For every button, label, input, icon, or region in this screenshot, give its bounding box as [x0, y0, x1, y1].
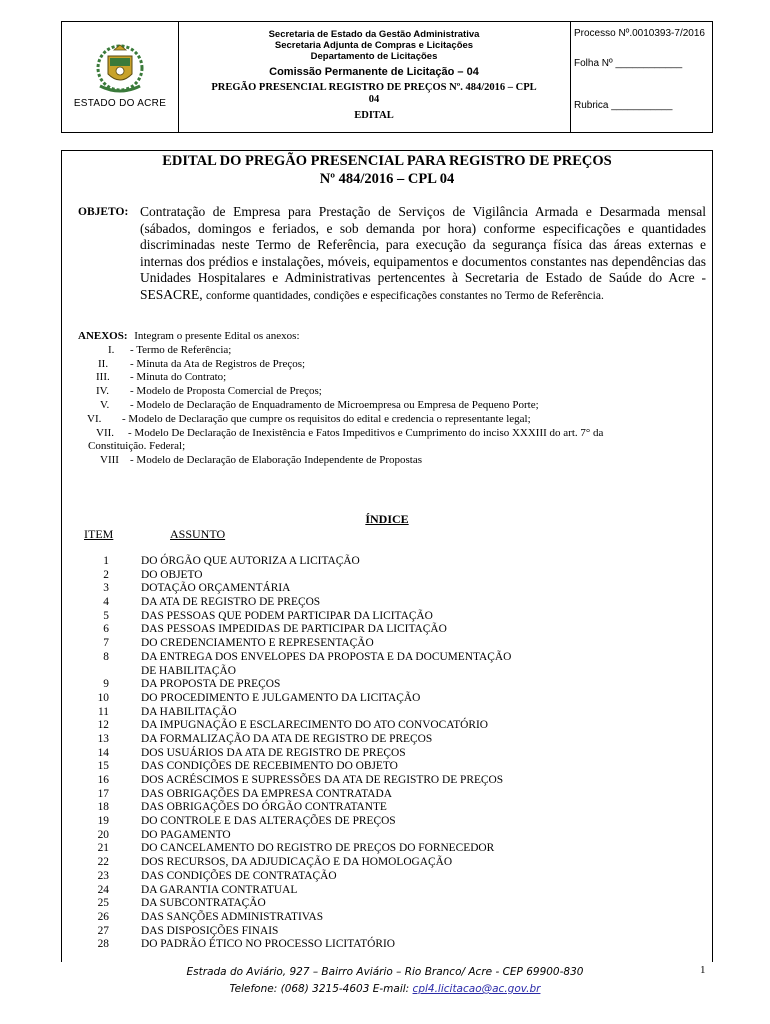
header-line-3: Departamento de Licitações: [310, 51, 438, 62]
indice-row: [80, 569, 680, 583]
indice-row: [80, 706, 680, 720]
indice-item-number: 12: [97, 719, 109, 732]
anexo-item: [78, 358, 708, 372]
indice-row: [80, 801, 680, 815]
indice-item-subject: DAS OBRIGAÇÕES DO ÓRGÃO CONTRATANTE: [141, 801, 387, 814]
anexo-text: Constituição. Federal;: [88, 440, 186, 453]
document-title-line-1: EDITAL DO PREGÃO PRESENCIAL PARA REGISTRO DE PREÇOS: [162, 153, 612, 169]
anexo-text: - Minuta do Contrato;: [130, 371, 227, 384]
indice-row: [80, 884, 680, 898]
indice-item-number: 11: [98, 705, 109, 718]
indice-row: [80, 842, 680, 856]
anexo-number: VII.: [96, 426, 115, 439]
indice-item-subject: DA ENTREGA DOS ENVELOPES DA PROPOSTA E DA DOCUMENTAÇÃO: [141, 650, 512, 663]
anexo-item: [78, 454, 708, 468]
indice-row: [80, 651, 680, 665]
indice-list: [80, 555, 680, 952]
anexos-label: ANEXOS:: [78, 330, 128, 342]
document-header: [61, 21, 713, 133]
anexo-number: IV.: [96, 385, 109, 398]
indice-item-number: 27: [97, 924, 109, 937]
pregao-title-1: PREGÃO PRESENCIAL REGISTRO DE PREÇOS Nº. 484/2016 – CPL: [211, 82, 537, 93]
indice-row: [80, 733, 680, 747]
indice-item-subject: DO PROCEDIMENTO E JULGAMENTO DA LICITAÇÃO: [141, 691, 421, 704]
indice-item-subject: DA FORMALIZAÇÃO DA ATA DE REGISTRO DE PREÇOS: [141, 732, 433, 745]
anexo-item: [78, 371, 708, 385]
indice-row: [80, 596, 680, 610]
rubrica-field: Rubrica ___________: [574, 100, 673, 111]
indice-item-subject: DAS OBRIGAÇÕES DA EMPRESA CONTRATADA: [141, 787, 392, 800]
indice-row: [80, 897, 680, 911]
indice-row: [80, 555, 680, 569]
indice-row: [80, 623, 680, 637]
indice-item-subject: DO PADRÃO ÉTICO NO PROCESSO LICITATÓRIO: [141, 938, 396, 951]
indice-row: [80, 938, 680, 952]
indice-col-item: ITEM: [84, 527, 114, 541]
anexo-number: V.: [100, 398, 110, 411]
anexo-text: - Modelo de Declaração de Enquadramento de Microempresa ou Empresa de Pequeno Porte;: [130, 398, 539, 411]
anexo-number: II.: [98, 357, 109, 370]
indice-item-number: 23: [97, 869, 109, 882]
commission-name: Comissão Permanente de Licitação – 04: [269, 66, 479, 78]
indice-item-number: 19: [97, 815, 109, 828]
indice-row: [80, 774, 680, 788]
indice-item-number: 9: [103, 678, 109, 691]
indice-item-number: 14: [97, 746, 109, 759]
indice-item-subject: DAS DISPOSIÇÕES FINAIS: [141, 924, 279, 937]
anexo-text: - Minuta da Ata de Registros de Preços;: [130, 357, 306, 370]
indice-item-number: 2: [103, 568, 109, 581]
document-title-line-2: Nº 484/2016 – CPL 04: [319, 171, 455, 187]
indice-item-subject: DO CONTROLE E DAS ALTERAÇÕES DE PREÇOS: [141, 815, 396, 828]
indice-row: [80, 719, 680, 733]
header-line-1: Secretaria de Estado da Gestão Administrativa: [268, 29, 480, 40]
indice-row: [80, 760, 680, 774]
anexo-item: [78, 385, 708, 399]
anexos-section: [78, 330, 708, 468]
page-number: 1: [700, 964, 706, 976]
email-link[interactable]: cpl4.licitacao@ac.gov.br: [412, 983, 541, 995]
indice-item-number: 13: [97, 732, 109, 745]
indice-row: [80, 870, 680, 884]
indice-row: [80, 788, 680, 802]
folha-field: Folha Nº ____________: [574, 58, 683, 69]
indice-item-number: 5: [103, 609, 109, 622]
indice-item-number: 15: [97, 760, 109, 773]
indice-row: [80, 925, 680, 939]
indice-row: [80, 610, 680, 624]
indice-item-subject: DAS CONDIÇÕES DE RECEBIMENTO DO OBJETO: [141, 760, 398, 773]
indice-item-number: 26: [97, 910, 109, 923]
indice-item-number: 21: [97, 842, 109, 855]
anexo-item: [78, 440, 708, 454]
indice-item-subject: DE HABILITAÇÃO: [141, 664, 236, 677]
anexo-text: - Modelo de Declaração de Elaboração Independente de Propostas: [130, 454, 422, 467]
anexos-header: [78, 330, 708, 344]
indice-item-subject: DAS SANÇÕES ADMINISTRATIVAS: [141, 910, 324, 923]
objeto-section: [78, 203, 706, 304]
indice-item-subject: DO PAGAMENTO: [141, 828, 231, 841]
indice-item-subject: DOS RECURSOS, DA ADJUDICAÇÃO E DA HOMOLOGAÇÃO: [141, 856, 453, 869]
anexo-item: [78, 399, 708, 413]
indice-item-number: 25: [97, 897, 109, 910]
indice-item-number: 1: [103, 555, 109, 567]
pregao-title-2: 04: [368, 94, 380, 105]
anexo-number: III.: [96, 371, 110, 384]
indice-row: [80, 815, 680, 829]
indice-item-subject: DA GARANTIA CONTRATUAL: [141, 883, 298, 896]
header-logo-cell: [62, 22, 179, 132]
indice-item-number: 8: [103, 650, 109, 663]
indice-item-subject: DO CANCELAMENTO DO REGISTRO DE PREÇOS DO FORNECEDOR: [141, 842, 495, 855]
indice-item-subject: DA IMPUGNAÇÃO E ESCLARECIMENTO DO ATO CONVOCATÓRIO: [141, 719, 489, 732]
objeto-label: OBJETO:: [78, 206, 129, 218]
header-right-cell: [570, 22, 712, 132]
indice-row: [80, 911, 680, 925]
indice-item-subject: DAS PESSOAS QUE PODEM PARTICIPAR DA LICITAÇÃO: [141, 609, 433, 622]
anexo-text: - Modelo de Proposta Comercial de Preços;: [130, 385, 322, 398]
anexos-list: [78, 344, 708, 468]
anexos-intro: Integram o presente Edital os anexos:: [134, 330, 300, 342]
header-line-2: Secretaria Adjunta de Compras e Licitações: [274, 40, 474, 51]
footer-contact: [0, 983, 770, 995]
footer-phone: Telefone: (068) 3215-4603 E-mail:: [229, 983, 413, 995]
indice-item-subject: DO ÓRGÃO QUE AUTORIZA A LICITAÇÃO: [141, 555, 360, 567]
anexo-item: [78, 344, 708, 358]
indice-item-number: 16: [97, 774, 109, 786]
indice-item-subject: DO OBJETO: [141, 568, 203, 581]
estado-label: ESTADO DO ACRE: [73, 98, 167, 109]
indice-title: ÍNDICE: [365, 512, 409, 526]
indice-item-number: 3: [103, 582, 109, 595]
indice-item-subject: DOS ACRÉSCIMOS E SUPRESSÕES DA ATA DE REGISTRO DE PREÇOS: [141, 774, 504, 786]
indice-item-subject: DA PROPOSTA DE PREÇOS: [141, 678, 281, 691]
anexo-text: - Termo de Referência;: [130, 343, 232, 356]
indice-item-number: 6: [103, 623, 109, 636]
anexo-text: - Modelo de Declaração que cumpre os requisitos do edital e credencia o representante legal;: [122, 412, 531, 425]
indice-item-number: 24: [97, 883, 109, 896]
indice-item-number: 22: [97, 856, 109, 869]
header-center-cell: [178, 22, 571, 132]
indice-item-subject: DA SUBCONTRATAÇÃO: [141, 897, 266, 910]
indice-row: [80, 678, 680, 692]
edital-label: EDITAL: [354, 110, 394, 121]
indice-item-subject: DOS USUÁRIOS DA ATA DE REGISTRO DE PREÇOS: [141, 746, 406, 759]
indice-item-number: 28: [97, 938, 109, 951]
anexo-item: [78, 413, 708, 427]
indice-col-assunto: ASSUNTO: [170, 527, 226, 541]
acre-coat-of-arms-icon: [92, 42, 148, 98]
indice-item-subject: DAS PESSOAS IMPEDIDAS DE PARTICIPAR DA LICITAÇÃO: [141, 623, 447, 636]
footer-address: Estrada do Aviário, 927 – Bairro Aviário – Rio Branco/ Acre - CEP 69900-830: [186, 966, 584, 978]
anexo-number: VI.: [87, 412, 102, 425]
anexo-item: [78, 427, 708, 441]
anexo-number: I.: [108, 343, 115, 356]
indice-item-subject: DAS CONDIÇÕES DE CONTRATAÇÃO: [141, 869, 337, 882]
indice-item-subject: DOTAÇÃO ORÇAMENTÁRIA: [141, 582, 291, 595]
indice-row: [80, 747, 680, 761]
indice-row: [80, 637, 680, 651]
indice-item-number: 17: [97, 787, 109, 800]
objeto-text: Contratação de Empresa para Prestação de Serviços de Vigilância Armada e Desarmada mensal (sábados, domingos e feriados, e sob demanda por hora) conforme especificações e quantidades discriminadas neste Termo de Referência, para execução da segurança física das áreas externas e internas dos prédios e instalações, móveis, equipamentos e documentos constantes nas dependências das Unidades Hospitalares e Administrativas pertencentes à Secretaria de Estado de Saúde do Acre - SESACRE,: [140, 204, 706, 302]
indice-row: [80, 692, 680, 706]
indice-item-subject: DA HABILITAÇÃO: [141, 705, 237, 718]
anexo-number: VIII: [100, 454, 119, 467]
objeto-small-text: conforme quantidades, condições e especificações constantes no Termo de Referência.: [206, 289, 604, 302]
indice-row: [80, 829, 680, 843]
indice-item-subject: DA ATA DE REGISTRO DE PREÇOS: [141, 596, 321, 609]
processo-number: Processo Nº.0010393-7/2016: [574, 28, 705, 39]
anexo-text: - Modelo De Declaração de Inexistência e Fatos Impeditivos e Cumprimento do inciso XXXIII do art. 7° da: [128, 426, 604, 439]
indice-row: [80, 665, 680, 679]
indice-item-number: 4: [103, 596, 109, 609]
indice-item-number: 10: [97, 691, 109, 704]
indice-row: [80, 856, 680, 870]
indice-row: [80, 582, 680, 596]
indice-item-subject: DO CREDENCIAMENTO E REPRESENTAÇÃO: [141, 637, 374, 650]
indice-item-number: 20: [97, 828, 109, 841]
objeto-body: [140, 204, 706, 304]
indice-item-number: 18: [97, 801, 109, 814]
indice-item-number: 7: [103, 637, 109, 650]
